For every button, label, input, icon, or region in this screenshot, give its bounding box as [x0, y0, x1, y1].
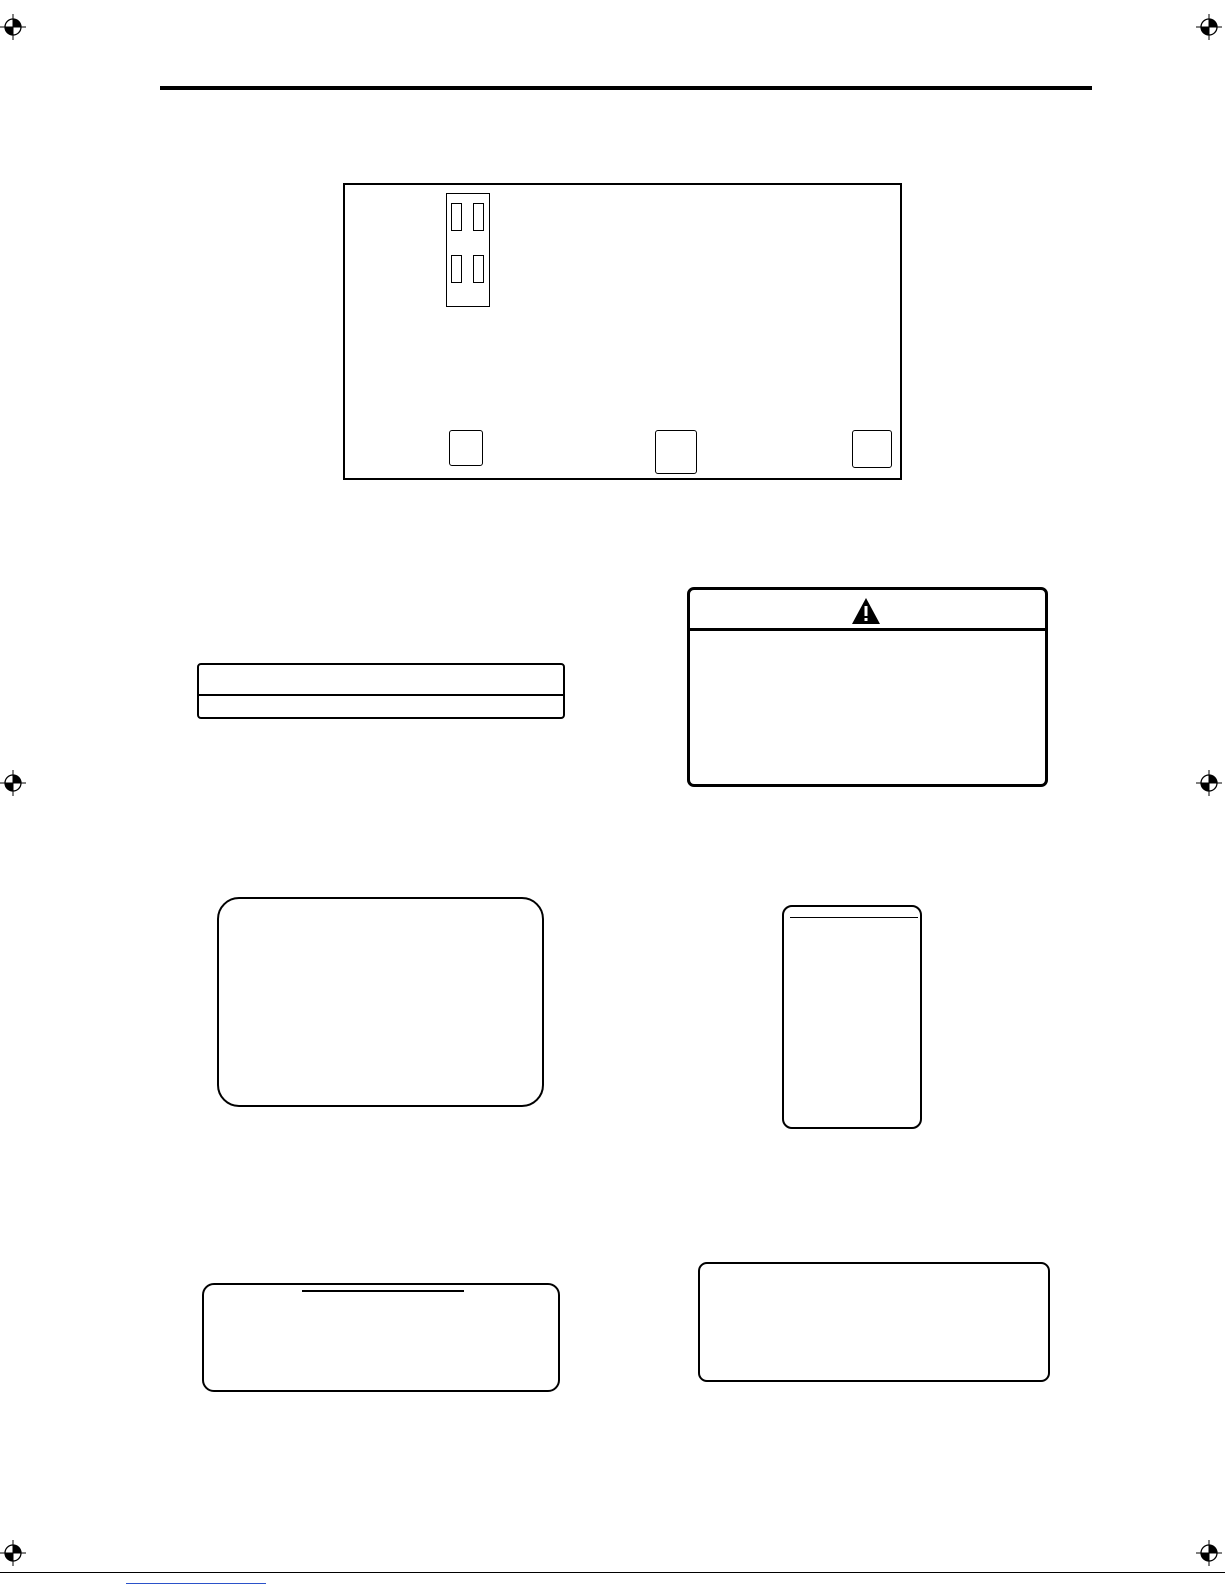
- spare-c-relay: [449, 430, 483, 466]
- marker-7: [645, 1184, 665, 1204]
- label6-title: [302, 1290, 464, 1292]
- towing-warning-label: [782, 905, 922, 1129]
- registration-mark-mid-right: [1196, 770, 1222, 796]
- spare-fuse-1: [451, 203, 462, 231]
- parking-brake-warning-label: [202, 1283, 560, 1392]
- spare-fuse-4: [473, 255, 484, 283]
- marker-2: [160, 546, 180, 566]
- cab-tilting-warning-label: [687, 587, 1048, 787]
- bottom-link-underline: [126, 1583, 266, 1584]
- registration-mark-top-right: [1196, 14, 1222, 40]
- fuse-panel-label: [343, 183, 902, 480]
- marker-4: [160, 842, 180, 862]
- marker-6: [160, 1163, 180, 1183]
- marker-1: [160, 133, 180, 153]
- spare-a-relay-bottom: [852, 430, 892, 468]
- registration-mark-bottom-right: [1196, 1540, 1222, 1566]
- label2-sub: [199, 694, 563, 718]
- shift-into-p-label: [698, 1262, 1050, 1382]
- label3-title-row: [690, 590, 1045, 631]
- registration-mark-top-left: [0, 14, 26, 40]
- tail-lamp-relay: [655, 430, 697, 474]
- header-rule: [160, 86, 1092, 90]
- automatic-transmission-label: [217, 897, 544, 1107]
- marker-3: [645, 546, 665, 566]
- label5-title: [790, 917, 918, 918]
- label2-title: [199, 665, 563, 694]
- hydraulic-clutch-label: [197, 663, 565, 719]
- spare-fuse-3: [451, 255, 462, 283]
- spare-fuse-2: [473, 203, 484, 231]
- registration-mark-mid-left: [0, 770, 26, 796]
- bottom-rule: [0, 1572, 1225, 1573]
- warning-triangle-icon: [850, 596, 882, 626]
- registration-mark-bottom-left: [0, 1540, 26, 1566]
- marker-5: [645, 847, 665, 867]
